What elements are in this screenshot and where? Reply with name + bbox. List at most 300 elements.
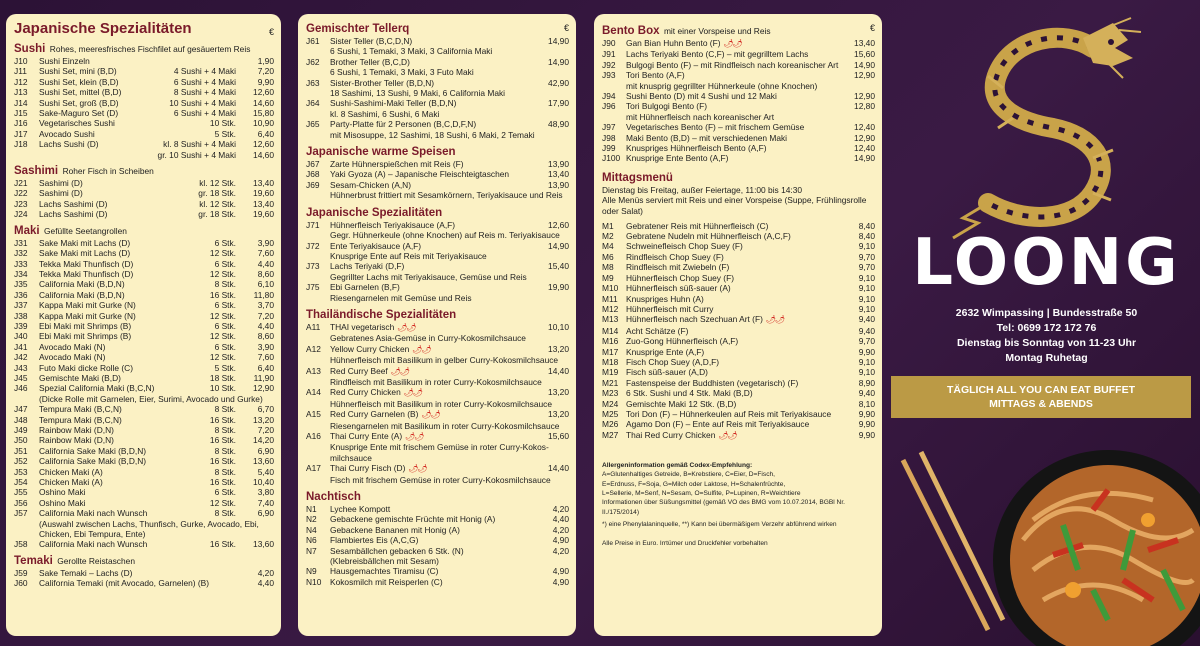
item-name: California Maki nach Wunsch: [39, 508, 148, 519]
item-name: Futo Maki dicke Rolle (C): [39, 362, 134, 373]
item-name-wrap: [626, 49, 845, 59]
menu-item: [14, 529, 274, 539]
item-name-wrap: [626, 133, 845, 143]
item-code: J34: [14, 268, 28, 279]
menu-item: [14, 363, 274, 373]
price-footer: Alle Preise in Euro. Irrtümer und Druckfehler vorbehalten: [602, 540, 768, 548]
menu-item: [602, 419, 875, 429]
item-name: Bulgogi Bento (F) – mit Rindfleisch nach koreanischer Art: [626, 59, 839, 70]
item-code: J33: [14, 258, 28, 269]
item-price: 13,90: [548, 179, 569, 190]
item-name-wrap: [330, 220, 539, 230]
allergen-line: E=Erdnuss, F=Soja, G=Milch oder Laktose, H=Schalenfrüchte,: [602, 480, 786, 488]
item-code: J45: [14, 372, 28, 383]
item-code: M1: [602, 220, 614, 231]
item-name: Sister-Brother Teller (B,D,N): [330, 77, 435, 88]
item-price: 7,20: [257, 310, 274, 321]
item-name: Sake Maki mit Lachs (D): [39, 248, 131, 259]
item-code: M13: [602, 314, 619, 325]
item-description: Gebratenes Asia-Gemüse in Curry-Kokosmilchsauce: [330, 333, 526, 344]
item-name: Vegetarisches Sushi: [39, 118, 115, 129]
menu-item: [602, 294, 875, 304]
item-code: J43: [14, 362, 28, 373]
item-code: J73: [306, 261, 320, 272]
item-name: Ebi Maki mit Shrimps (B): [39, 331, 132, 342]
menu-item: [602, 336, 875, 346]
item-code: M27: [602, 429, 619, 440]
item-description: Knusprige Ente mit frischem Gemüse in roter Curry-Kokos-: [330, 442, 549, 453]
item-description: milchsauce: [330, 452, 372, 463]
address: 2632 Wimpassing | Bundesstraße 50: [955, 307, 1138, 319]
menu-item: [602, 367, 875, 377]
item-code: J97: [602, 122, 616, 133]
item-name: Gebratene Nudeln mit Hühnerfleisch (A,C,F): [626, 231, 791, 242]
item-name-wrap: [626, 419, 845, 429]
item-price: 11,80: [253, 289, 274, 300]
item-price: 9,10: [858, 367, 875, 378]
allergen-line: Informationen über Süßungsmittel (gemäß VO des BMG vom 10.07.2014, BGBl Nr.: [602, 499, 845, 507]
section-title: Mittagsmenü: [602, 171, 673, 184]
item-name: Flambiertes Eis (A,C,G): [330, 535, 419, 546]
item-code: A16: [306, 431, 321, 441]
item-name: Knuspriges Hühnerfleisch Bento (A,F): [626, 143, 767, 154]
item-price: 9,70: [858, 336, 875, 347]
item-code: J38: [14, 310, 28, 321]
item-portion: 12 Stk.: [209, 497, 236, 508]
chili-icon: 🌶🌶: [403, 388, 423, 398]
item-name: Zarte Hühnerspießchen mit Reis (F): [330, 159, 464, 170]
menu-item: [14, 456, 274, 466]
item-name: California Maki (B,D,N): [39, 279, 125, 290]
item-name: Yaki Gyoza (A) – Japanische Fleischteigtaschen: [330, 169, 510, 180]
menu-item: [602, 122, 875, 132]
menu-item: [602, 231, 875, 241]
item-name: Sashimi (D): [39, 188, 83, 199]
item-price: 4,20: [552, 524, 569, 535]
item-name: Sake-Maguro Set (D): [39, 108, 119, 119]
item-price: 9,90: [858, 419, 875, 430]
item-price: 15,80: [253, 108, 274, 119]
section-title: Thailändische Spezialitäten: [306, 308, 457, 321]
chili-icon: 🌶🌶: [397, 322, 416, 332]
menu-item: [14, 425, 274, 435]
item-code: J75: [306, 282, 320, 293]
item-code: N4: [306, 524, 317, 535]
phone-number[interactable]: Tel: 0699 172 172 76: [996, 322, 1097, 334]
menu-item: [306, 78, 569, 88]
section-title: Japanische Spezialitäten: [306, 206, 443, 219]
item-name-wrap: [626, 70, 845, 80]
item-price: 10,90: [253, 118, 274, 129]
item-price: 3,90: [257, 341, 274, 352]
item-name: Sushi Set, klein (B,D): [39, 76, 119, 87]
item-code: M18: [602, 356, 619, 367]
item-price: 9,90: [858, 429, 875, 440]
item-price: 4,20: [552, 545, 569, 556]
item-code: J41: [14, 341, 28, 352]
menu-item: [14, 342, 274, 352]
item-name: Gemischte Maki 12 Stk. (B,D): [626, 398, 737, 409]
menu-item: [306, 535, 569, 545]
item-code: J53: [14, 466, 28, 477]
lunch-info: oder Salat): [602, 206, 643, 217]
item-description: Gegrillter Lachs mit Teriyakisauce, Gemüse und Reis: [330, 271, 527, 282]
item-name-wrap: [626, 399, 845, 409]
menu-item: [602, 70, 875, 80]
item-name: Hühnerfleisch Teriyakisauce (A,F): [330, 219, 456, 230]
menu-item: [14, 446, 274, 456]
item-name: Sake Maki mit Lachs (D): [39, 237, 131, 248]
item-name: Lachs Sushi (D): [39, 139, 99, 150]
item-code: [14, 150, 39, 160]
col1-sections: [14, 41, 274, 589]
item-name: Chicken Maki (A): [39, 466, 103, 477]
item-portion: 12 Stk.: [209, 248, 236, 259]
menu-item: [14, 578, 274, 588]
item-code: J50: [14, 435, 28, 446]
item-price: 14,60: [253, 149, 274, 160]
menu-item: [602, 314, 875, 325]
col3-sections: [602, 23, 875, 549]
menu-item: [14, 150, 274, 160]
section-heading: [306, 309, 569, 322]
item-name-wrap: [330, 119, 539, 129]
item-description: Knusprige Ente auf Reis mit Teriyakisauce: [330, 250, 487, 261]
item-name: Rindfleisch Chop Suey (F): [626, 251, 724, 262]
item-code: M26: [602, 419, 619, 430]
item-name: Avocado Sushi: [39, 128, 95, 139]
item-name-wrap: [330, 366, 539, 377]
item-name: Tempura Maki (B,C,N): [39, 404, 122, 415]
item-code: A13: [306, 365, 321, 376]
item-price: 13,20: [253, 414, 274, 425]
menu-item: [602, 143, 875, 153]
item-name-wrap: [626, 294, 845, 304]
item-description: mit knusprig gegrillter Hühnerkeule (ohne Knochen): [626, 80, 818, 91]
item-name-wrap: [330, 504, 539, 514]
item-code: J91: [602, 49, 616, 60]
item-price: 14,90: [548, 36, 569, 46]
section-title: Maki: [14, 224, 40, 237]
item-code: A14: [306, 387, 321, 398]
item-code: J99: [602, 143, 616, 154]
item-name-wrap: [626, 367, 845, 377]
item-price: 13,40: [548, 169, 569, 180]
item-code: M19: [602, 367, 619, 378]
item-name-wrap: [330, 180, 539, 190]
item-name-wrap: [626, 430, 845, 441]
section-heading: [14, 553, 274, 568]
menu-item: [602, 388, 875, 398]
item-price: 19,90: [548, 282, 569, 293]
item-portion: 6 Sushi + 4 Maki: [173, 108, 236, 119]
menu-panel-bento: [594, 14, 882, 636]
item-code: J64: [306, 98, 320, 109]
item-portion: 6 Stk.: [214, 258, 236, 269]
item-portion: 6 Stk.: [214, 237, 236, 248]
menu-item: [14, 188, 274, 198]
chili-icon: 🌶🌶: [390, 366, 410, 376]
item-price: 15,60: [548, 431, 569, 441]
dragon-logo-icon: [943, 18, 1143, 243]
menu-panel-mixed: [298, 14, 576, 636]
item-price: 13,40: [253, 198, 274, 209]
item-price: 19,60: [253, 188, 274, 199]
item-price: 4,90: [552, 535, 569, 546]
item-code: N7: [306, 545, 317, 556]
item-portion: 4 Sushi + 4 Maki: [173, 66, 236, 77]
menu-item: [14, 498, 274, 508]
item-portion: [236, 529, 244, 539]
item-name: Tekka Maki Thunfisch (D): [39, 258, 134, 269]
allergen-line: A=Glutenhaltiges Getreide, B=Krebstiere, C=Eier, D=Fisch,: [602, 471, 775, 479]
item-price: 6,90: [257, 445, 274, 456]
item-price: 4,90: [552, 566, 569, 577]
item-code: J98: [602, 132, 616, 143]
menu-item: [306, 159, 569, 169]
item-name: Lachs Teriyaki Bento (C,F) – mit gegrilltem Lachs: [626, 49, 809, 60]
item-name-wrap: [626, 347, 845, 357]
section-title: Nachtisch: [306, 491, 361, 504]
chili-icon: 🌶🌶: [723, 39, 742, 48]
item-name-wrap: [330, 514, 539, 524]
menu-item: [14, 87, 274, 97]
item-portion: 12 Stk.: [209, 352, 236, 363]
item-portion: 6 Stk.: [214, 487, 236, 498]
item-portion: 12 Stk.: [209, 310, 236, 321]
item-description: 18 Sashimi, 13 Sushi, 9 Maki, 6 California Maki: [330, 88, 506, 99]
item-code: J51: [14, 445, 28, 456]
menu-item: [14, 290, 274, 300]
item-name-wrap: [330, 282, 539, 292]
menu-item: [306, 366, 569, 377]
item-description: Riesengarnelen mit Gemüse und Reis: [330, 292, 472, 303]
item-name: Sushi Set, groß (B,D): [39, 97, 119, 108]
item-price: 9,70: [858, 262, 875, 273]
item-name-wrap: [330, 535, 539, 545]
menu-item: [602, 399, 875, 409]
item-price: 12,90: [253, 383, 274, 394]
item-name-wrap: [626, 283, 845, 293]
menu-item: [14, 539, 274, 549]
item-portion: 16 Stk.: [209, 477, 236, 488]
item-price: 3,70: [257, 300, 274, 311]
item-name: Hausgemachtes Tiramisu (C): [330, 566, 439, 577]
item-name-wrap: [626, 91, 845, 101]
item-description: Riesengarnelen mit Basilikum in roter Curry-Kokosmilchsauce: [330, 420, 560, 431]
item-code: J60: [14, 578, 28, 589]
item-name: Ente Teriyakisauce (A,F): [330, 240, 422, 251]
opening-hours: Dienstag bis Sonntag von 11-23 Uhr: [956, 337, 1137, 349]
item-price: [244, 529, 274, 539]
item-price: 13,20: [548, 387, 569, 398]
item-code: M11: [602, 293, 618, 304]
item-description: Gegr. Hühnerkeule (ohne Knochen) auf Reis m. Teriyakisauce: [330, 230, 560, 241]
item-price: 15,40: [548, 261, 569, 272]
item-code: A11: [306, 321, 321, 332]
item-name: Gebackene Bananen mit Honig (A): [330, 524, 460, 535]
item-description: Fisch mit frischem Gemüse in roter Curry-Kokosmilchsauce: [330, 474, 551, 485]
item-code: J62: [306, 56, 320, 67]
item-name: Knuspriges Huhn (A): [626, 293, 704, 304]
section-title: Sashimi: [14, 165, 59, 178]
item-code: J22: [14, 188, 28, 199]
item-code: J96: [602, 101, 616, 112]
menu-item: [14, 519, 274, 529]
item-price: 4,90: [552, 576, 569, 587]
item-name-wrap: [330, 57, 539, 67]
allergen-info: [602, 461, 875, 548]
item-name-wrap: [626, 378, 845, 388]
section-title: Gemischter Tellerq: [306, 23, 410, 35]
item-price: 8,40: [858, 220, 875, 231]
item-portion: kl. 12 Stk.: [199, 198, 236, 209]
item-code: J32: [14, 248, 28, 259]
item-code: M16: [602, 336, 619, 347]
item-code: J48: [14, 414, 28, 425]
item-name: California Maki (B,D,N): [39, 289, 125, 300]
item-name-wrap: [626, 231, 845, 241]
noodle-bowl-image: [893, 430, 1200, 646]
menu-item: [306, 577, 569, 587]
item-price: 10,10: [548, 321, 569, 332]
item-price: 4,40: [257, 578, 274, 589]
item-price: 7,60: [257, 248, 274, 259]
item-name: Lachs Sashimi (D): [39, 209, 108, 220]
menu-item: [14, 487, 274, 497]
item-name: Knusprige Ente Bento (A,F): [626, 153, 729, 164]
item-price: 8,90: [858, 377, 875, 388]
item-code: A15: [306, 409, 321, 420]
section-title: Bento Box: [602, 25, 660, 37]
item-price: 8,10: [858, 398, 875, 409]
item-name: Zuo-Gong Hühnerfleisch (A,F): [626, 336, 739, 347]
menu-item: [306, 119, 569, 129]
menu-item: [14, 238, 274, 248]
item-price: 13,90: [548, 159, 569, 170]
menu-item: [14, 383, 274, 393]
item-name: Red Curry Chicken: [330, 387, 401, 398]
item-code: M10: [602, 283, 619, 294]
item-name-wrap: [626, 122, 845, 132]
item-name: Sister Teller (B,C,D,N): [330, 36, 413, 46]
item-price: 6,10: [257, 279, 274, 290]
menu-item: [602, 49, 875, 59]
menu-item: [14, 311, 274, 321]
item-price: 12,90: [854, 91, 875, 102]
item-code: J65: [306, 119, 320, 130]
panel-header: [14, 20, 274, 38]
allergen-line: *) eine Phenylalaninquelle, **) Kann bei übermäßigem Verzehr abführend wirken: [602, 520, 837, 528]
item-portion: 16 Stk.: [209, 414, 236, 425]
menu-item: [14, 331, 274, 341]
menu-item: [14, 415, 274, 425]
menu-item: [602, 133, 875, 143]
item-description: mit Hühnerfleisch nach koreanischer Art: [626, 111, 775, 122]
item-code: M25: [602, 408, 619, 419]
item-code: N1: [306, 504, 317, 515]
item-portion: 12 Stk.: [209, 331, 236, 342]
section-heading: [306, 23, 569, 36]
menu-item: [14, 435, 274, 445]
item-price: 9,40: [858, 388, 875, 399]
item-price: 14,40: [548, 365, 569, 376]
item-price: 14,60: [253, 97, 274, 108]
item-code: J23: [14, 198, 28, 209]
menu-item: [14, 477, 274, 487]
item-name: Acht Schätze (F): [626, 325, 689, 336]
menu-item: [602, 262, 875, 272]
item-name-wrap: [626, 304, 845, 314]
menu-item: [306, 180, 569, 190]
item-name: Kappa Maki mit Gurke (N): [39, 310, 136, 321]
item-price: 14,90: [548, 56, 569, 67]
item-name-wrap: [330, 78, 539, 88]
item-name: Chicken Maki (A): [39, 477, 103, 488]
item-code: J16: [14, 118, 28, 129]
item-portion: 8 Stk.: [214, 425, 236, 435]
item-price: 4,40: [552, 514, 569, 525]
item-portion: [236, 568, 244, 578]
item-price: 13,60: [253, 539, 274, 550]
item-name: Yellow Curry Chicken: [330, 343, 410, 354]
item-code: J12: [14, 76, 28, 87]
item-code: N2: [306, 514, 317, 525]
menu-item: [306, 463, 569, 474]
item-portion: 8 Stk.: [214, 466, 236, 477]
item-name: Vegetarisches Bento (F) – mit frischem Gemüse: [626, 122, 805, 133]
item-code: J68: [306, 169, 320, 180]
item-name: Sashimi (D): [39, 178, 83, 189]
item-code: M23: [602, 388, 619, 399]
item-name: Sesambällchen gebacken 6 Stk. (N): [330, 545, 464, 556]
item-price: 48,90: [548, 119, 569, 130]
item-name: (Auswahl zwischen Lachs, Thunfisch, Gurke, Avocado, Ebi,: [39, 518, 259, 529]
item-portion: 12 Stk.: [209, 268, 236, 279]
item-name-wrap: [330, 169, 539, 179]
menu-item: [306, 261, 569, 271]
menu-item: [602, 252, 875, 262]
panel-title: Japanische Spezialitäten: [14, 20, 192, 37]
item-price: 12,60: [253, 87, 274, 98]
buffet-banner: [891, 376, 1191, 418]
item-code: M21: [602, 377, 619, 388]
item-portion: 6 Stk.: [214, 341, 236, 352]
item-name: Avocado Maki (N): [39, 352, 106, 363]
menu-item: [14, 279, 274, 289]
item-name-wrap: [626, 252, 845, 262]
chili-icon: 🌶🌶: [405, 432, 424, 441]
item-name-wrap: [330, 463, 539, 474]
item-price: 14,20: [253, 435, 274, 446]
menu-item: [306, 525, 569, 535]
lunch-info: Alle Menüs serviert mit Reis und einer Vorspeise (Suppe, Frühlingsrolle: [602, 195, 867, 206]
menu-item: [306, 36, 569, 46]
item-description: 6 Sushi, 1 Temaki, 3 Maki, 3 California Maki: [330, 46, 493, 57]
item-code: J40: [14, 331, 28, 342]
item-code: J93: [602, 70, 616, 81]
item-name-wrap: [330, 577, 539, 587]
item-name-wrap: [330, 98, 539, 108]
menu-item: [602, 378, 875, 388]
item-name: Rainbow Maki (D,N): [39, 425, 114, 435]
item-price: 8,40: [858, 231, 875, 242]
item-name: Sushi-Sashimi-Maki Teller (B,D,N): [330, 98, 457, 109]
item-portion: 8 Sushi + 4 Maki: [173, 87, 236, 98]
item-name: Lachs Teriyaki (D,F): [330, 261, 405, 272]
item-code: J94: [602, 91, 616, 102]
item-portion: gr. 18 Stk.: [198, 209, 236, 220]
